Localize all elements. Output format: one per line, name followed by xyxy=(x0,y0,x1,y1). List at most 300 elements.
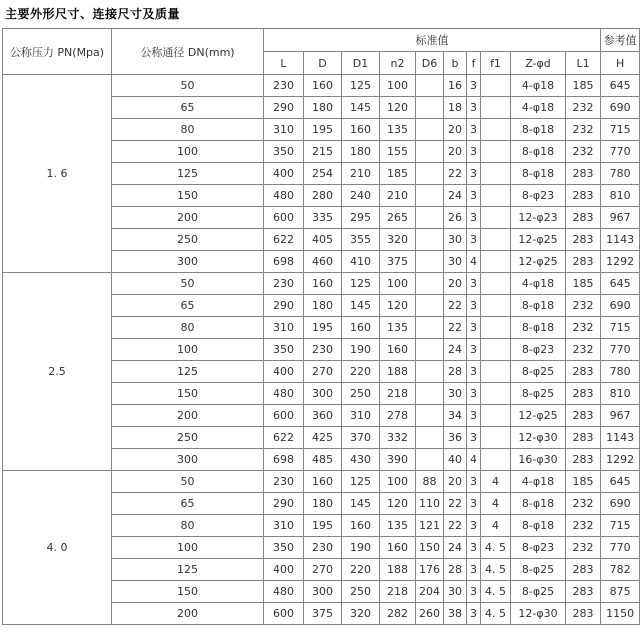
value-cell: 185 xyxy=(566,471,601,493)
value-cell: 8-φ18 xyxy=(511,119,566,141)
value-cell: 4-φ18 xyxy=(511,75,566,97)
value-cell: 218 xyxy=(380,581,416,603)
value-cell: 145 xyxy=(342,295,380,317)
value-cell: 8-φ18 xyxy=(511,317,566,339)
value-cell: 290 xyxy=(264,493,304,515)
value-cell: 185 xyxy=(380,163,416,185)
value-cell: 3 xyxy=(467,515,481,537)
value-cell: 8-φ25 xyxy=(511,383,566,405)
header-col-H: H xyxy=(601,52,640,75)
value-cell: 20 xyxy=(444,273,467,295)
value-cell: 698 xyxy=(264,251,304,273)
value-cell: 283 xyxy=(566,361,601,383)
value-cell: 8-φ25 xyxy=(511,361,566,383)
value-cell: 160 xyxy=(342,317,380,339)
value-cell: 405 xyxy=(304,229,342,251)
value-cell: 770 xyxy=(601,339,640,361)
value-cell: 283 xyxy=(566,603,601,625)
value-cell: 1143 xyxy=(601,427,640,449)
value-cell xyxy=(416,339,444,361)
value-cell: 360 xyxy=(304,405,342,427)
value-cell: 8-φ18 xyxy=(511,515,566,537)
value-cell: 4. 5 xyxy=(481,559,511,581)
value-cell xyxy=(481,163,511,185)
value-cell: 698 xyxy=(264,449,304,471)
value-cell: 4 xyxy=(467,449,481,471)
page-title: 主要外形尺寸、连接尺寸及质量 xyxy=(5,7,181,21)
value-cell: 350 xyxy=(264,537,304,559)
pn-group-cell: 2.5 xyxy=(3,273,112,471)
value-cell: 185 xyxy=(566,75,601,97)
value-cell: 16-φ30 xyxy=(511,449,566,471)
value-cell: 332 xyxy=(380,427,416,449)
value-cell: 3 xyxy=(467,361,481,383)
value-cell: 3 xyxy=(467,383,481,405)
dn-cell: 300 xyxy=(112,251,264,273)
value-cell xyxy=(481,339,511,361)
value-cell: 375 xyxy=(380,251,416,273)
value-cell: 310 xyxy=(264,119,304,141)
header-standard-values: 标准值 xyxy=(264,29,601,52)
value-cell: 715 xyxy=(601,317,640,339)
value-cell: 22 xyxy=(444,295,467,317)
value-cell: 232 xyxy=(566,295,601,317)
value-cell xyxy=(481,251,511,273)
value-cell: 4-φ18 xyxy=(511,471,566,493)
value-cell: 232 xyxy=(566,119,601,141)
value-cell: 3 xyxy=(467,273,481,295)
value-cell: 125 xyxy=(342,75,380,97)
dn-cell: 80 xyxy=(112,515,264,537)
value-cell: 30 xyxy=(444,229,467,251)
value-cell: 600 xyxy=(264,603,304,625)
value-cell: 283 xyxy=(566,383,601,405)
table-row xyxy=(3,273,640,295)
value-cell: 270 xyxy=(304,361,342,383)
value-cell xyxy=(416,427,444,449)
pn-group-cell: 4. 0 xyxy=(3,471,112,625)
value-cell: 370 xyxy=(342,427,380,449)
value-cell: 690 xyxy=(601,295,640,317)
value-cell: 8-φ18 xyxy=(511,493,566,515)
value-cell: 36 xyxy=(444,427,467,449)
value-cell xyxy=(416,141,444,163)
value-cell: 120 xyxy=(380,493,416,515)
value-cell: 22 xyxy=(444,317,467,339)
dn-cell: 100 xyxy=(112,339,264,361)
value-cell: 350 xyxy=(264,339,304,361)
value-cell: 485 xyxy=(304,449,342,471)
value-cell: 155 xyxy=(380,141,416,163)
value-cell: 3 xyxy=(467,405,481,427)
value-cell: 645 xyxy=(601,75,640,97)
value-cell: 12-φ30 xyxy=(511,427,566,449)
value-cell: 12-φ30 xyxy=(511,603,566,625)
value-cell: 232 xyxy=(566,493,601,515)
value-cell: 290 xyxy=(264,295,304,317)
value-cell xyxy=(416,229,444,251)
value-cell xyxy=(481,141,511,163)
value-cell: 8-φ23 xyxy=(511,185,566,207)
value-cell: 230 xyxy=(304,537,342,559)
value-cell: 160 xyxy=(304,273,342,295)
value-cell: 24 xyxy=(444,537,467,559)
value-cell xyxy=(416,207,444,229)
value-cell: 180 xyxy=(304,295,342,317)
value-cell: 185 xyxy=(566,273,601,295)
value-cell: 12-φ25 xyxy=(511,229,566,251)
header-col-D: D xyxy=(304,52,342,75)
value-cell: 335 xyxy=(304,207,342,229)
value-cell: 430 xyxy=(342,449,380,471)
value-cell: 22 xyxy=(444,163,467,185)
value-cell: 645 xyxy=(601,273,640,295)
value-cell: 3 xyxy=(467,229,481,251)
value-cell: 188 xyxy=(380,559,416,581)
value-cell: 600 xyxy=(264,207,304,229)
value-cell: 230 xyxy=(264,75,304,97)
value-cell: 232 xyxy=(566,317,601,339)
value-cell: 3 xyxy=(467,427,481,449)
value-cell: 215 xyxy=(304,141,342,163)
table-body xyxy=(3,75,640,625)
value-cell: 210 xyxy=(342,163,380,185)
value-cell xyxy=(416,449,444,471)
value-cell: 310 xyxy=(264,515,304,537)
dn-cell: 150 xyxy=(112,185,264,207)
value-cell: 400 xyxy=(264,361,304,383)
value-cell xyxy=(481,361,511,383)
value-cell: 34 xyxy=(444,405,467,427)
value-cell: 120 xyxy=(380,295,416,317)
value-cell: 780 xyxy=(601,361,640,383)
value-cell: 190 xyxy=(342,537,380,559)
value-cell xyxy=(481,317,511,339)
header-row-top xyxy=(3,29,640,52)
value-cell: 160 xyxy=(342,515,380,537)
value-cell: 283 xyxy=(566,559,601,581)
value-cell: 232 xyxy=(566,339,601,361)
table-row xyxy=(3,471,640,493)
value-cell: 254 xyxy=(304,163,342,185)
value-cell: 1292 xyxy=(601,449,640,471)
value-cell: 690 xyxy=(601,97,640,119)
value-cell: 260 xyxy=(416,603,444,625)
value-cell: 810 xyxy=(601,383,640,405)
value-cell: 8-φ23 xyxy=(511,339,566,361)
dn-cell: 150 xyxy=(112,581,264,603)
value-cell: 120 xyxy=(380,97,416,119)
value-cell: 3 xyxy=(467,317,481,339)
value-cell xyxy=(481,383,511,405)
value-cell: 250 xyxy=(342,581,380,603)
value-cell: 480 xyxy=(264,185,304,207)
value-cell: 3 xyxy=(467,295,481,317)
value-cell xyxy=(416,251,444,273)
header-col-Zd: Z-φd xyxy=(511,52,566,75)
value-cell: 4-φ18 xyxy=(511,97,566,119)
value-cell: 600 xyxy=(264,405,304,427)
value-cell: 280 xyxy=(304,185,342,207)
dn-cell: 50 xyxy=(112,471,264,493)
value-cell: 20 xyxy=(444,141,467,163)
value-cell xyxy=(416,273,444,295)
value-cell: 4 xyxy=(481,493,511,515)
value-cell: 283 xyxy=(566,581,601,603)
value-cell: 110 xyxy=(416,493,444,515)
value-cell xyxy=(481,449,511,471)
value-cell: 232 xyxy=(566,537,601,559)
value-cell: 283 xyxy=(566,207,601,229)
value-cell: 3 xyxy=(467,185,481,207)
value-cell: 160 xyxy=(304,471,342,493)
value-cell: 715 xyxy=(601,119,640,141)
value-cell: 3 xyxy=(467,581,481,603)
value-cell: 195 xyxy=(304,119,342,141)
dn-cell: 100 xyxy=(112,141,264,163)
value-cell: 121 xyxy=(416,515,444,537)
value-cell: 135 xyxy=(380,515,416,537)
value-cell: 22 xyxy=(444,493,467,515)
header-col-L: L xyxy=(264,52,304,75)
value-cell xyxy=(481,97,511,119)
value-cell: 28 xyxy=(444,361,467,383)
value-cell: 20 xyxy=(444,119,467,141)
value-cell: 24 xyxy=(444,185,467,207)
value-cell: 190 xyxy=(342,339,380,361)
value-cell: 780 xyxy=(601,163,640,185)
value-cell: 12-φ25 xyxy=(511,251,566,273)
dn-cell: 50 xyxy=(112,75,264,97)
dn-cell: 250 xyxy=(112,427,264,449)
value-cell: 180 xyxy=(304,97,342,119)
value-cell: 782 xyxy=(601,559,640,581)
value-cell: 350 xyxy=(264,141,304,163)
value-cell xyxy=(481,295,511,317)
value-cell: 210 xyxy=(380,185,416,207)
value-cell: 3 xyxy=(467,339,481,361)
value-cell: 24 xyxy=(444,339,467,361)
value-cell: 232 xyxy=(566,515,601,537)
value-cell: 230 xyxy=(264,471,304,493)
pn-group-cell: 1. 6 xyxy=(3,75,112,273)
value-cell: 8-φ18 xyxy=(511,163,566,185)
value-cell: 20 xyxy=(444,471,467,493)
value-cell: 875 xyxy=(601,581,640,603)
value-cell: 770 xyxy=(601,537,640,559)
value-cell xyxy=(481,427,511,449)
value-cell: 310 xyxy=(342,405,380,427)
value-cell: 232 xyxy=(566,141,601,163)
value-cell: 18 xyxy=(444,97,467,119)
dn-cell: 250 xyxy=(112,229,264,251)
value-cell: 8-φ23 xyxy=(511,537,566,559)
value-cell: 460 xyxy=(304,251,342,273)
value-cell: 100 xyxy=(380,273,416,295)
value-cell: 8-φ25 xyxy=(511,581,566,603)
table-header xyxy=(3,29,640,75)
value-cell: 1143 xyxy=(601,229,640,251)
value-cell: 204 xyxy=(416,581,444,603)
value-cell: 8-φ18 xyxy=(511,141,566,163)
value-cell: 278 xyxy=(380,405,416,427)
value-cell: 283 xyxy=(566,185,601,207)
dn-cell: 80 xyxy=(112,317,264,339)
value-cell: 715 xyxy=(601,515,640,537)
value-cell: 135 xyxy=(380,119,416,141)
dn-cell: 150 xyxy=(112,383,264,405)
value-cell: 195 xyxy=(304,317,342,339)
value-cell: 4. 5 xyxy=(481,537,511,559)
value-cell: 1292 xyxy=(601,251,640,273)
dn-cell: 65 xyxy=(112,97,264,119)
value-cell: 622 xyxy=(264,427,304,449)
value-cell xyxy=(481,119,511,141)
value-cell: 30 xyxy=(444,581,467,603)
value-cell: 180 xyxy=(304,493,342,515)
value-cell: 100 xyxy=(380,75,416,97)
value-cell: 160 xyxy=(342,119,380,141)
value-cell: 355 xyxy=(342,229,380,251)
value-cell xyxy=(416,119,444,141)
value-cell: 270 xyxy=(304,559,342,581)
value-cell: 145 xyxy=(342,493,380,515)
value-cell: 38 xyxy=(444,603,467,625)
value-cell: 300 xyxy=(304,383,342,405)
value-cell xyxy=(416,295,444,317)
value-cell: 180 xyxy=(342,141,380,163)
value-cell: 125 xyxy=(342,273,380,295)
value-cell: 188 xyxy=(380,361,416,383)
value-cell xyxy=(416,163,444,185)
value-cell: 176 xyxy=(416,559,444,581)
value-cell: 480 xyxy=(264,581,304,603)
value-cell: 770 xyxy=(601,141,640,163)
value-cell: 220 xyxy=(342,361,380,383)
dn-cell: 65 xyxy=(112,295,264,317)
header-col-n2: n2 xyxy=(380,52,416,75)
value-cell: 135 xyxy=(380,317,416,339)
value-cell: 125 xyxy=(342,471,380,493)
value-cell xyxy=(481,405,511,427)
value-cell: 300 xyxy=(304,581,342,603)
value-cell: 230 xyxy=(264,273,304,295)
value-cell xyxy=(481,273,511,295)
dn-cell: 125 xyxy=(112,361,264,383)
value-cell: 145 xyxy=(342,97,380,119)
dn-cell: 125 xyxy=(112,559,264,581)
value-cell: 220 xyxy=(342,559,380,581)
value-cell: 12-φ23 xyxy=(511,207,566,229)
value-cell: 4. 5 xyxy=(481,603,511,625)
header-col-f: f xyxy=(467,52,481,75)
value-cell: 160 xyxy=(380,537,416,559)
header-col-D6: D6 xyxy=(416,52,444,75)
value-cell: 16 xyxy=(444,75,467,97)
value-cell: 282 xyxy=(380,603,416,625)
value-cell: 218 xyxy=(380,383,416,405)
value-cell: 283 xyxy=(566,163,601,185)
value-cell xyxy=(416,361,444,383)
header-reference-value: 参考值 xyxy=(601,29,640,52)
value-cell: 400 xyxy=(264,163,304,185)
value-cell: 310 xyxy=(264,317,304,339)
value-cell xyxy=(416,317,444,339)
value-cell: 22 xyxy=(444,515,467,537)
value-cell: 4. 5 xyxy=(481,581,511,603)
value-cell: 320 xyxy=(380,229,416,251)
value-cell: 40 xyxy=(444,449,467,471)
header-col-b: b xyxy=(444,52,467,75)
value-cell: 1150 xyxy=(601,603,640,625)
value-cell: 8-φ18 xyxy=(511,295,566,317)
dn-cell: 50 xyxy=(112,273,264,295)
value-cell: 400 xyxy=(264,559,304,581)
dn-cell: 65 xyxy=(112,493,264,515)
value-cell: 4 xyxy=(481,471,511,493)
header-dn: 公称通径 DN(mm) xyxy=(112,29,264,75)
value-cell: 3 xyxy=(467,75,481,97)
value-cell xyxy=(481,229,511,251)
value-cell: 645 xyxy=(601,471,640,493)
value-cell: 3 xyxy=(467,537,481,559)
value-cell: 160 xyxy=(304,75,342,97)
value-cell: 240 xyxy=(342,185,380,207)
value-cell: 425 xyxy=(304,427,342,449)
value-cell: 390 xyxy=(380,449,416,471)
value-cell xyxy=(416,405,444,427)
value-cell: 967 xyxy=(601,405,640,427)
value-cell: 967 xyxy=(601,207,640,229)
value-cell: 3 xyxy=(467,603,481,625)
value-cell: 3 xyxy=(467,559,481,581)
value-cell: 480 xyxy=(264,383,304,405)
value-cell: 3 xyxy=(467,97,481,119)
value-cell: 320 xyxy=(342,603,380,625)
value-cell: 290 xyxy=(264,97,304,119)
value-cell: 160 xyxy=(380,339,416,361)
value-cell: 690 xyxy=(601,493,640,515)
value-cell: 30 xyxy=(444,383,467,405)
value-cell: 4-φ18 xyxy=(511,273,566,295)
value-cell xyxy=(416,185,444,207)
value-cell: 3 xyxy=(467,471,481,493)
value-cell: 810 xyxy=(601,185,640,207)
value-cell: 283 xyxy=(566,427,601,449)
value-cell: 3 xyxy=(467,119,481,141)
value-cell: 26 xyxy=(444,207,467,229)
value-cell: 375 xyxy=(304,603,342,625)
value-cell: 3 xyxy=(467,163,481,185)
value-cell: 3 xyxy=(467,493,481,515)
value-cell xyxy=(481,75,511,97)
value-cell: 8-φ25 xyxy=(511,559,566,581)
value-cell: 4 xyxy=(467,251,481,273)
value-cell xyxy=(481,185,511,207)
value-cell xyxy=(416,75,444,97)
value-cell xyxy=(416,97,444,119)
value-cell: 12-φ25 xyxy=(511,405,566,427)
header-col-f1: f1 xyxy=(481,52,511,75)
header-col-D1: D1 xyxy=(342,52,380,75)
value-cell: 230 xyxy=(304,339,342,361)
value-cell: 195 xyxy=(304,515,342,537)
value-cell: 88 xyxy=(416,471,444,493)
value-cell: 3 xyxy=(467,141,481,163)
dn-cell: 200 xyxy=(112,603,264,625)
value-cell: 265 xyxy=(380,207,416,229)
dn-cell: 100 xyxy=(112,537,264,559)
